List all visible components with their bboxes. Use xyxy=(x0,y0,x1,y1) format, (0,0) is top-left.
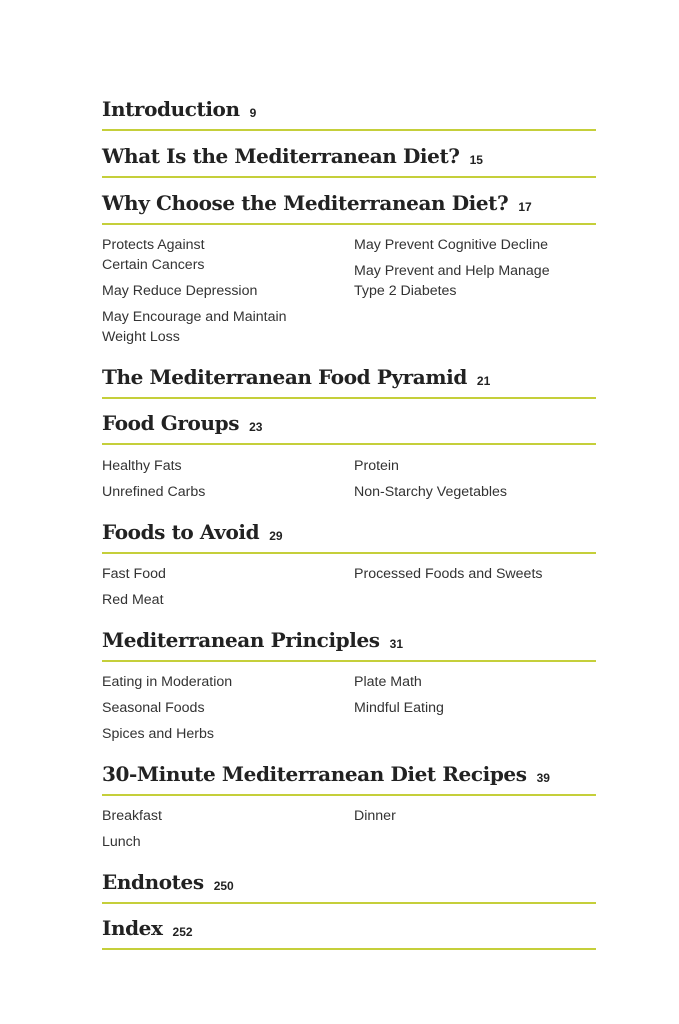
toc-subitem[interactable]: Plate Math xyxy=(354,674,422,690)
toc-subitem[interactable]: Eating in Moderation xyxy=(102,674,233,690)
toc-subitem[interactable]: May Prevent and Help Manage Type 2 Diabetes xyxy=(354,263,550,299)
toc-heading-food-groups[interactable] xyxy=(102,405,596,445)
toc-subitem[interactable]: May Reduce Depression xyxy=(102,283,258,299)
toc-heading-foods-to-avoid[interactable] xyxy=(102,514,596,554)
toc-subitem[interactable]: Fast Food xyxy=(102,566,166,582)
toc-heading-title: The Mediterranean Food Pyramid xyxy=(102,365,467,389)
table-of-contents xyxy=(102,0,596,1024)
toc-subitem[interactable]: Protects Against Certain Cancers xyxy=(102,237,205,273)
toc-page-number: 23 xyxy=(249,420,263,434)
toc-page-number: 15 xyxy=(469,153,483,167)
toc-page-number: 31 xyxy=(389,637,403,651)
toc-heading-title: 30-Minute Mediterranean Diet Recipes xyxy=(102,762,527,786)
toc-subitem[interactable]: Lunch xyxy=(102,834,141,850)
toc-subitem[interactable]: Unrefined Carbs xyxy=(102,484,206,500)
toc-heading-food-pyramid[interactable] xyxy=(102,359,596,399)
toc-subitem[interactable]: Seasonal Foods xyxy=(102,700,205,716)
toc-heading-title: Foods to Avoid xyxy=(102,520,260,544)
toc-page-number: 252 xyxy=(172,925,193,939)
toc-heading-title: Index xyxy=(102,916,163,940)
toc-heading-principles[interactable] xyxy=(102,622,596,662)
toc-page-number: 39 xyxy=(536,771,550,785)
toc-subitem[interactable]: Processed Foods and Sweets xyxy=(354,566,543,582)
toc-page-number: 17 xyxy=(518,200,532,214)
toc-heading-what-is[interactable] xyxy=(102,138,596,178)
toc-subitem[interactable]: Spices and Herbs xyxy=(102,726,214,742)
toc-page-number: 250 xyxy=(213,879,234,893)
toc-subitem[interactable]: Red Meat xyxy=(102,592,164,608)
toc-heading-title: Food Groups xyxy=(102,411,240,435)
toc-subitem[interactable]: Protein xyxy=(354,458,399,474)
toc-subitem[interactable]: May Prevent Cognitive Decline xyxy=(354,237,548,253)
toc-heading-introduction[interactable] xyxy=(102,91,596,131)
toc-subitem[interactable]: Mindful Eating xyxy=(354,700,444,716)
toc-heading-endnotes[interactable] xyxy=(102,864,596,904)
toc-subitem[interactable]: Breakfast xyxy=(102,808,162,824)
toc-subitem[interactable]: Healthy Fats xyxy=(102,458,182,474)
toc-heading-why-choose[interactable] xyxy=(102,185,596,225)
toc-heading-recipes[interactable] xyxy=(102,756,596,796)
toc-heading-index[interactable] xyxy=(102,910,596,950)
toc-heading-title: Introduction xyxy=(102,97,240,121)
toc-subitem[interactable]: Dinner xyxy=(354,808,396,824)
toc-heading-title: Mediterranean Principles xyxy=(102,628,380,652)
toc-heading-title: Endnotes xyxy=(102,870,204,894)
toc-page-number: 21 xyxy=(476,374,491,388)
toc-subitem[interactable]: May Encourage and Maintain Weight Loss xyxy=(102,309,287,345)
toc-page-number: 29 xyxy=(269,529,283,543)
toc-heading-title: Why Choose the Mediterranean Diet? xyxy=(102,191,509,215)
toc-subitem[interactable]: Non-Starchy Vegetables xyxy=(354,484,507,500)
toc-heading-title: What Is the Mediterranean Diet? xyxy=(102,144,460,168)
toc-page-number: 9 xyxy=(249,106,257,120)
